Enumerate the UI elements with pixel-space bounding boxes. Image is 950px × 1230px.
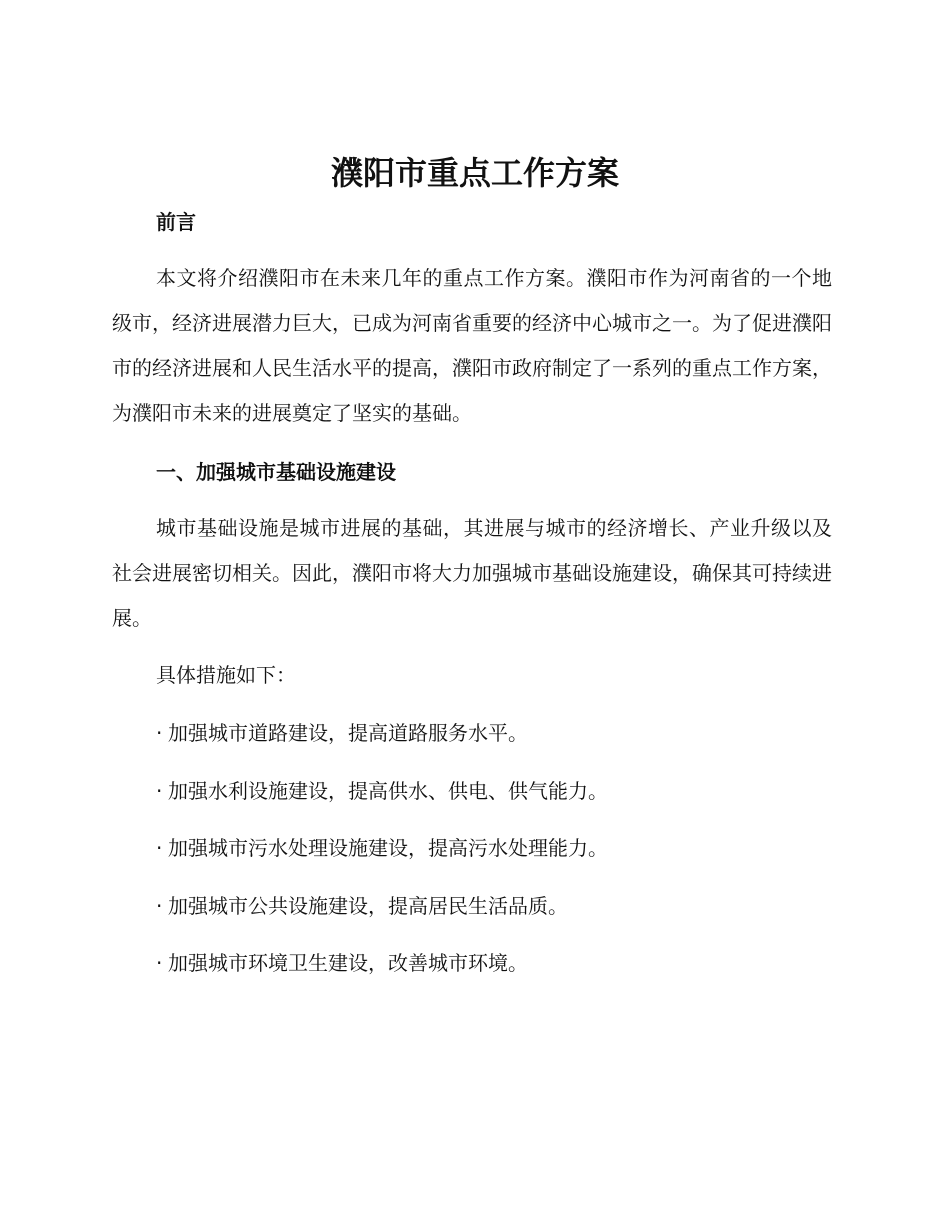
section-1-heading: 一、加强城市基础设施建设: [156, 460, 396, 484]
list-item: [156, 949, 528, 977]
preface-paragraph: 本文将介绍濮阳市在未来几年的重点工作方案。濮阳市作为河南省的一个地级市，经济进展潜力巨大，已成为河南省重要的经济中心城市之一。为了促进濮阳市的经济进展和人民生活水平的提高，濮阳市政府制定了一系列的重点工作方案，为濮阳市未来的进展奠定了坚实的基础。: [112, 266, 832, 425]
bullet-icon: ·: [156, 951, 163, 975]
list-item: [156, 834, 608, 862]
measures-intro: 具体措施如下：: [156, 663, 296, 687]
document-title: 濮阳市重点工作方案: [330, 154, 619, 192]
list-item-text: 加强城市污水处理设施建设，提高污水处理能力。: [168, 836, 608, 860]
list-item-text: 加强城市环境卫生建设，改善城市环境。: [168, 951, 528, 975]
list-item: [156, 892, 568, 920]
bullet-icon: ·: [156, 894, 163, 918]
list-item-text: 加强城市公共设施建设，提高居民生活品质。: [168, 894, 568, 918]
preface-heading: 前言: [156, 210, 196, 234]
list-item-text: 加强城市道路建设，提高道路服务水平。: [168, 721, 528, 745]
section-1-paragraph: 城市基础设施是城市进展的基础，其进展与城市的经济增长、产业升级以及社会进展密切相关。因此，濮阳市将大力加强城市基础设施建设，确保其可持续进展。: [112, 516, 832, 630]
list-item: [156, 719, 528, 747]
bullet-icon: ·: [156, 779, 163, 803]
list-item-text: 加强水利设施建设，提高供水、供电、供气能力。: [168, 779, 608, 803]
bullet-icon: ·: [156, 836, 163, 860]
bullet-icon: ·: [156, 721, 163, 745]
list-item: [156, 777, 608, 805]
